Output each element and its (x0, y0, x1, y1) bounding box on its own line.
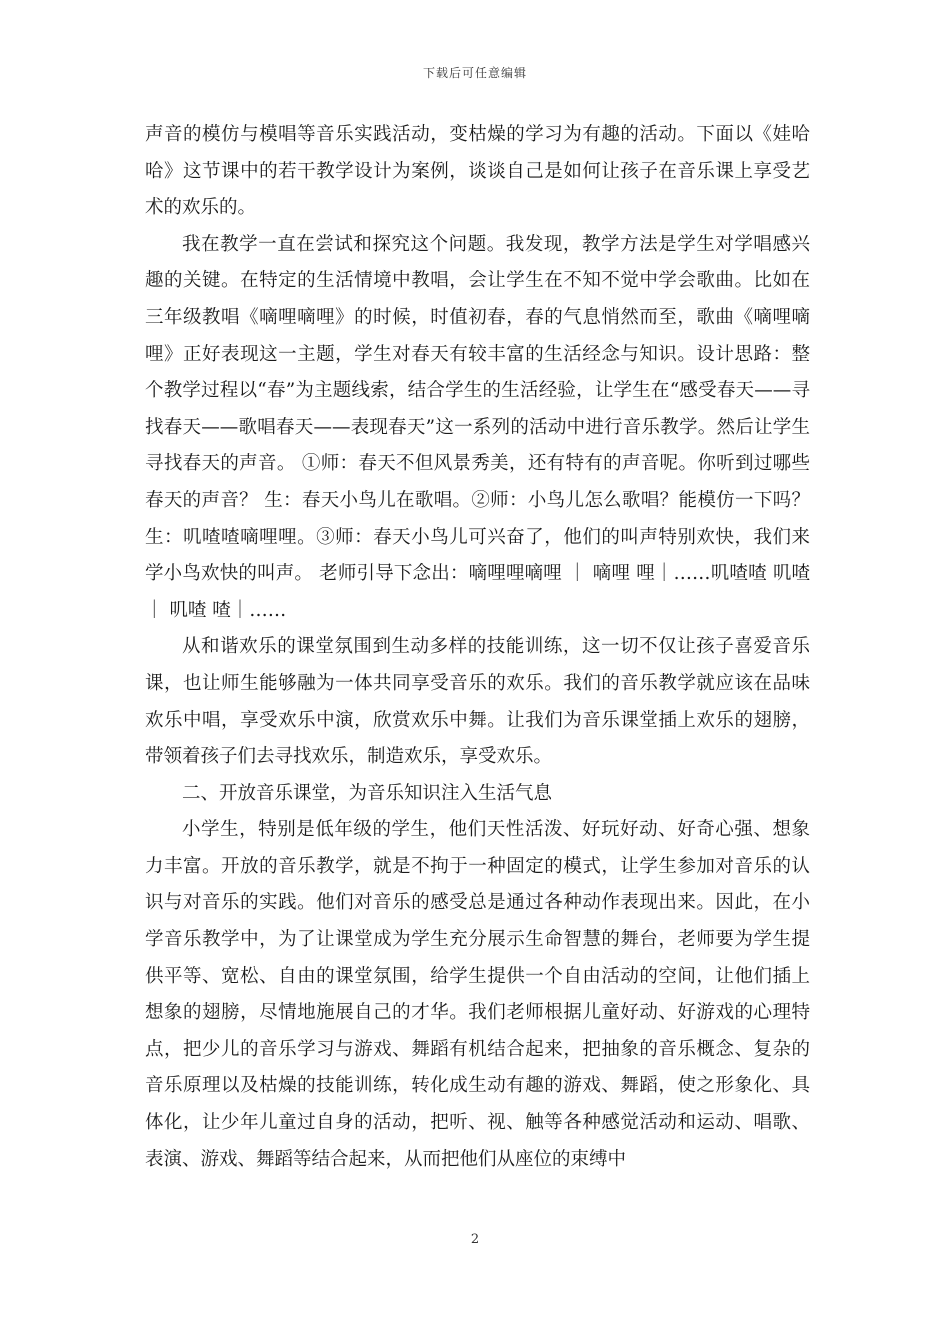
document-body (145, 117, 810, 1178)
paragraph-teaching-example: 我在教学一直在尝试和探究这个问题。我发现，教学方法是学生对学唱感兴趣的关键。在特定的生活情境中教唱，会让学生在不知不觉中学会歌曲。比如在三年级教唱《嘀哩嘀哩》的时候，时值初春，春的气息悄然而至，歌曲《嘀哩嘀哩》正好表现这一主题，学生对春天有较丰富的生活经念与知识。设计思路：整个教学过程以“春”为主题线索，结合学生的生活经验，让学生在“感受春天——寻找春天——歌唱春天——表现春天”这一系列的活动中进行音乐教学。然后让学生寻找春天的声音。 ①师：春天不但风景秀美，还有特有的声音呢。你听到过哪些春天的声音？ 生：春天小鸟儿在歌唱。②师：小鸟儿怎么歌唱？能模仿一下吗？ 生：叽喳喳嘀哩哩。③师：春天小鸟儿可兴奋了，他们的叫声特别欢快，我们来学小鸟欢快的叫声。 老师引导下念出：嘀哩哩嘀哩 ｜ 嘀哩 哩｜……叽喳喳 叽喳 ｜ 叽喳 喳｜…… (145, 233, 810, 621)
paragraph-joyful-classroom: 从和谐欢乐的课堂氛围到生动多样的技能训练，这一切不仅让孩子喜爱音乐课，也让师生能够融为一体共同享受音乐的欢乐。我们的音乐教学就应该在品味欢乐中唱，享受欢乐中演，欣赏欢乐中舞。让我们为音乐课堂插上欢乐的翅膀，带领着孩子们去寻找欢乐，制造欢乐，享受欢乐。 (145, 636, 810, 768)
section-heading: 二、开放音乐课堂，为音乐知识注入生活气息 (182, 782, 553, 804)
paragraph-intro-continuation: 声音的模仿与模唱等音乐实践活动，变枯燥的学习为有趣的活动。下面以《娃哈哈》这节课中的若干教学设计为案例，谈谈自己是如何让孩子在音乐课上享受艺术的欢乐的。 (145, 124, 810, 219)
page-header: 下载后可任意编辑 (422, 66, 527, 80)
paragraph-open-classroom: 小学生，特别是低年级的学生，他们天性活泼、好玩好动、好奇心强、想象力丰富。开放的音乐教学，就是不拘于一种固定的模式，让学生参加对音乐的认识与对音乐的实践。他们对音乐的感受总是通过各种动作表现出来。因此，在小学音乐教学中，为了让课堂成为学生充分展示生命智慧的舞台，老师要为学生提供平等、宽松、自由的课堂氛围，给学生提供一个自由活动的空间，让他们插上想象的翅膀，尽情地施展自己的才华。我们老师根据儿童好动、好游戏的心理特点，把少儿的音乐学习与游戏、舞蹈有机结合起来，把抽象的音乐概念、复杂的音乐原理以及枯燥的技能训练，转化成生动有趣的游戏、舞蹈，使之形象化、具体化，让少年儿童过自身的活动，把听、视、触等各种感觉活动和运动、唱歌、表演、游戏、舞蹈等结合起来，从而把他们从座位的束缚中 (145, 819, 810, 1170)
page-number: 2 (470, 1232, 480, 1247)
